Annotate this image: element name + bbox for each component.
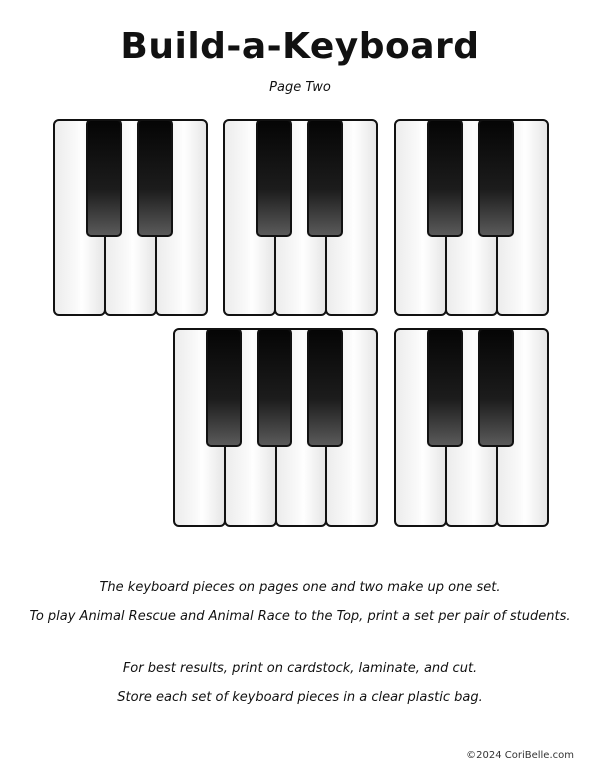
keyboard-piece-4 [173, 328, 376, 527]
keyboard-piece-2 [223, 119, 376, 316]
page-title: Build-a-Keyboard [120, 26, 480, 67]
keyboard-piece-1 [53, 119, 206, 316]
instruction-line-2: To play Animal Rescue and Animal Race to the Top, print a set per pair of students. [29, 609, 571, 624]
black-key [206, 328, 242, 447]
black-key [307, 119, 343, 237]
black-key [257, 328, 293, 447]
black-key [427, 328, 463, 447]
keyboard-piece-5 [394, 328, 547, 527]
black-key [256, 119, 292, 237]
instruction-line-4: Store each set of keyboard pieces in a clear plastic bag. [117, 690, 483, 705]
instruction-line-3: For best results, print on cardstock, laminate, and cut. [122, 661, 478, 676]
black-key [86, 119, 122, 237]
keyboard-piece-3 [394, 119, 547, 316]
page-subtitle: Page Two [269, 80, 331, 95]
black-key [137, 119, 173, 237]
black-key [307, 328, 343, 447]
instruction-line-1: The keyboard pieces on pages one and two make up one set. [99, 580, 501, 595]
copyright-text: ©2024 CoriBelle.com [466, 750, 574, 761]
black-key [478, 119, 514, 237]
black-key [427, 119, 463, 237]
black-key [478, 328, 514, 447]
